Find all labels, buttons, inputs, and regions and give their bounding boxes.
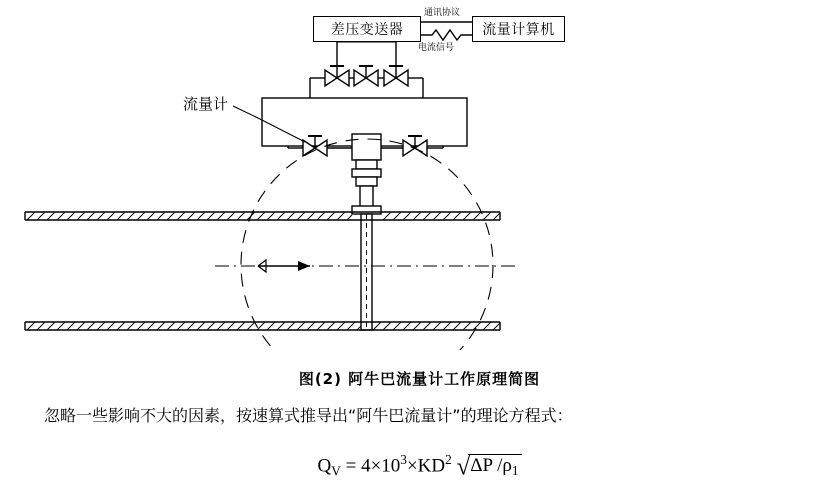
valve-top-right <box>384 66 408 86</box>
flow-arrow <box>258 260 310 272</box>
valve-lower-right <box>403 136 427 156</box>
probe-flange-1 <box>356 160 377 169</box>
probe-head-upper <box>352 134 381 160</box>
probe-flange-2 <box>352 169 381 177</box>
flowmeter-callout-label: 流量计 <box>183 95 229 113</box>
valve-top-left <box>325 66 349 86</box>
body-paragraph: 忽略一些影响不大的因素，按速算式推导出“阿牛巴流量计”的理论方程式： <box>44 406 573 425</box>
formula-kd: ×KD <box>406 455 446 477</box>
flowmeter-leader-line <box>233 106 305 142</box>
formula-kd-exponent: 2 <box>445 452 452 467</box>
formula-rho: ρ <box>502 455 512 477</box>
figure-caption: 图(2) 阿牛巴流量计工作原理简图 <box>298 370 541 388</box>
formula-lhs: Q <box>317 455 332 477</box>
differential-pressure-transmitter-box: 差压变送器 <box>313 16 421 42</box>
formula-coefficient: 4×10 <box>361 455 401 477</box>
current-signal-link <box>421 30 472 40</box>
formula-rho-subscript: 1 <box>511 463 519 479</box>
probe-mount-flange <box>352 206 381 214</box>
theoretical-equation <box>0 452 839 481</box>
formula-lhs-subscript: V <box>331 463 341 479</box>
formula-radical-sign: √ <box>456 453 471 481</box>
formula-delta-p: ΔP / <box>470 455 503 477</box>
current-signal-label: 电流信号 <box>418 43 455 53</box>
valve-lower-left <box>303 136 327 156</box>
probe-flange-3 <box>356 177 377 186</box>
pipe-wall-hatching <box>27 212 500 330</box>
formula-coefficient-exponent: 3 <box>400 452 407 467</box>
formula-radicand <box>468 454 521 479</box>
formula-equals: = <box>345 455 357 477</box>
flow-computer-box: 流量计算机 <box>472 16 565 42</box>
communication-protocol-label: 通讯协议 <box>424 8 461 18</box>
valve-top-middle <box>354 66 378 86</box>
